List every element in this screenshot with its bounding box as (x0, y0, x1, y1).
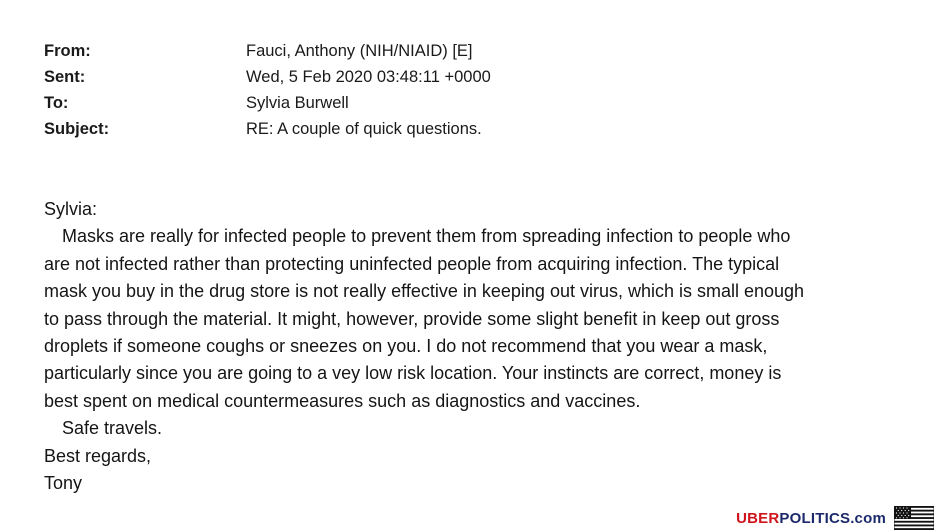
body-paragraph (44, 223, 924, 415)
body-line: Masks are really for infected people to prevent them from spreading infection to people who (62, 226, 791, 247)
body-line: best spent on medical countermeasures such as diagnostics and vaccines. (44, 390, 641, 411)
brand-part-politics: POLITICS (779, 509, 851, 527)
body-line: particularly since you are going to a vey low risk location. Your instincts are correct, money is (44, 363, 782, 384)
sent-value: Wed, 5 Feb 2020 03:48:11 +0000 (246, 67, 491, 86)
brand-part-uber: UBER (736, 509, 780, 527)
brand-part-dotcom: .com (850, 509, 886, 527)
to-label: To: (44, 93, 69, 112)
subject-label: Subject: (44, 119, 110, 138)
body-line: are not infected rather than protecting uninfected people from acquiring infection. The typical (44, 253, 780, 274)
header-row-sent (44, 64, 904, 90)
from-label: From: (44, 41, 91, 60)
header-row-from (44, 38, 904, 64)
closing-best-regards: Best regards, (44, 445, 152, 466)
site-watermark (736, 506, 934, 530)
email-body (44, 196, 924, 497)
signature: Tony (44, 473, 83, 494)
email-header (44, 38, 904, 142)
subject-value: RE: A couple of quick questions. (246, 119, 482, 138)
header-row-subject (44, 116, 904, 142)
from-value: Fauci, Anthony (NIH/NIAID) [E] (246, 41, 473, 60)
sent-label: Sent: (44, 67, 86, 86)
greeting: Sylvia: (44, 199, 98, 219)
us-flag-icon (894, 506, 934, 530)
body-line: mask you buy in the drug store is not really effective in keeping out virus, which is small enough (44, 281, 805, 302)
body-line: to pass through the material. It might, however, provide some slight benefit in keep out gross (44, 308, 780, 329)
to-value: Sylvia Burwell (246, 93, 349, 112)
body-line: droplets if someone coughs or sneezes on you. I do not recommend that you wear a mask, (44, 336, 768, 357)
brand-logo-text (736, 510, 886, 527)
header-row-to (44, 90, 904, 116)
closing-safe-travels: Safe travels. (62, 418, 163, 439)
